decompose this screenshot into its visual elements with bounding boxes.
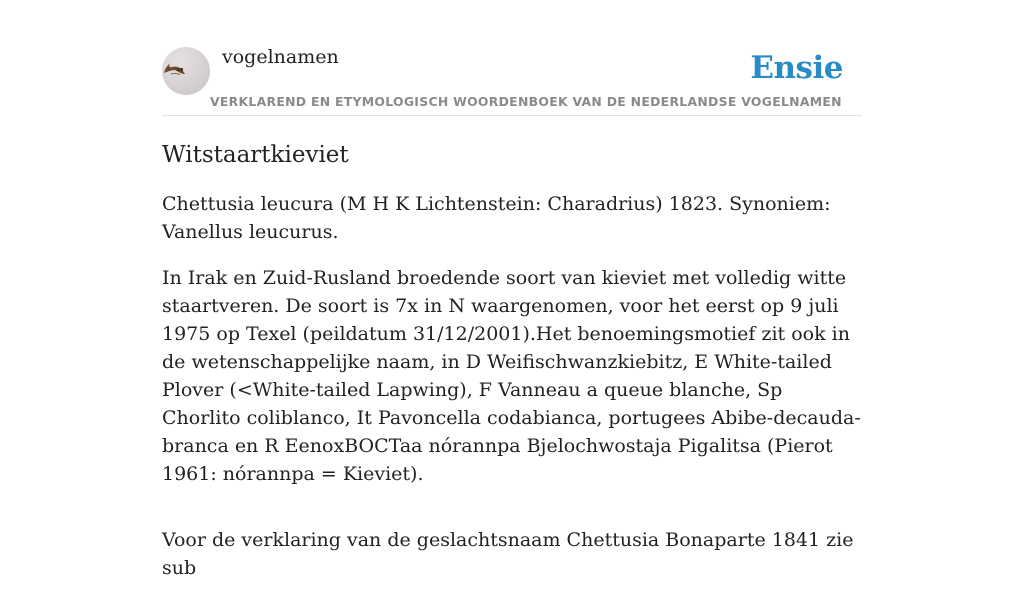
entry-content	[162, 140, 862, 600]
brand-logo[interactable]: Ensie	[750, 50, 843, 86]
avatar[interactable]	[162, 47, 210, 95]
entry-paragraph-1: Chettusia leucura (M H K Lichtenstein: Charadrius) 1823. Synoniem: Vanellus leucurus.	[162, 193, 831, 243]
site-subtitle: VERKLAREND EN ETYMOLOGISCH WOORDENBOEK VAN DE NEDERLANDSE VOGELNAMEN	[210, 94, 842, 109]
bird-icon	[162, 47, 210, 95]
entry-title: Witstaartkieviet	[162, 142, 349, 168]
site-header	[162, 46, 862, 116]
entry-paragraph-3: Voor de verklaring van de geslachtsnaam Chettusia Bonaparte 1841 zie sub	[162, 529, 854, 579]
entry-paragraph-2: In Irak en Zuid-Rusland broedende soort van kieviet met volledig witte staartveren. De soort is 7x in N waargenomen, voor het eerst op 9 juli 1975 op Texel (peildatum 31/12/2001).Het benoemingsmotief zit ook in de wetenschappelijke naam, in D Weifischwanzkiebitz, E White-tailed Plover (<White-tailed Lapwing), F Vanneau a queue blanche, Sp Chorlito coliblanco, It Pavoncella codabianca, portugees Abibe-decauda-branca en R EenoxBOCTaa nórannpa Bjelochwostaja Pigalitsa (Pierot 1961: nórannpa = Kieviet).	[162, 267, 861, 485]
paragraph-spacer	[162, 506, 862, 526]
site-name[interactable]: vogelnamen	[222, 46, 339, 68]
